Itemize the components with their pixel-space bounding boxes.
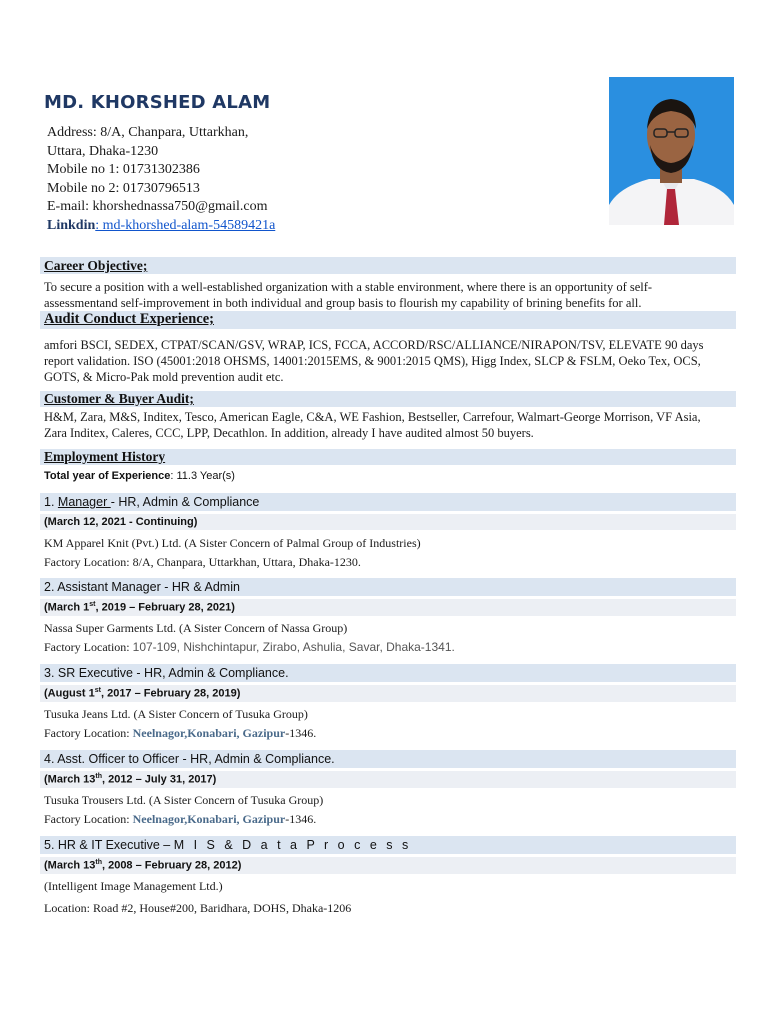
job-1-date: (March 12, 2021 - Continuing) <box>44 516 198 528</box>
job-3-role: SR Executive <box>57 666 137 680</box>
job-2-location-label: Factory Location: <box>44 640 133 654</box>
person-portrait-icon <box>609 77 734 225</box>
job-5-location-value: Road #2, House#200, Baridhara, DOHS, Dhaka-1206 <box>92 901 352 915</box>
career-title: Career Objective; <box>44 258 148 273</box>
job-2-number: 2. <box>44 580 58 594</box>
job-5-number: 5. <box>44 838 58 852</box>
contact-block <box>47 124 275 235</box>
job-2-location-value: 107-109, Nishchintapur, Zirabo, Ashulia, Savar, Dhaka-1341. <box>132 640 455 654</box>
linkedin-label: Linkdin <box>47 217 96 233</box>
job-1-number: 1. <box>44 495 58 509</box>
job-2-date-sup: st <box>89 601 96 608</box>
job-2-title <box>44 580 240 594</box>
job-2-role: Assistant Manager <box>57 580 165 594</box>
career-text: To secure a position with a well-established organization with a stable environment, where there is an opportunity of self-assessmentand self-improvement in both individual and group basis to flourish my capability of brining benefits for all. <box>44 280 653 310</box>
address-line-2: Uttara, Dhaka-1230 <box>47 143 159 159</box>
job-4-number: 4. <box>44 752 58 766</box>
linkedin-row <box>47 217 275 236</box>
job-4-role: Asst. Officer to Officer <box>57 752 183 766</box>
job-4-title <box>44 752 335 766</box>
job-3-date-start: (August 1 <box>44 687 95 700</box>
candidate-name: MD. KHORSHED ALAM <box>44 92 271 113</box>
job-4-location-tail: -1346. <box>285 812 317 826</box>
buyer-title: Customer & Buyer Audit; <box>44 391 194 406</box>
profile-photo <box>609 77 734 225</box>
job-3-date-end: , 2017 – February 28, 2019) <box>100 687 241 700</box>
job-2-dept: - HR & Admin <box>164 580 240 594</box>
job-3-date <box>44 687 240 700</box>
job-3-location <box>44 726 316 741</box>
job-1-location <box>44 555 361 570</box>
job-4-dept: - HR, Admin & Compliance. <box>182 752 335 766</box>
job-3-dept: - HR, Admin & Compliance. <box>136 666 289 680</box>
job-4-location-label: Factory Location: <box>44 812 133 826</box>
job-5-location-label: Location: <box>44 901 93 915</box>
job-3-title <box>44 666 289 680</box>
job-1-title <box>44 495 259 509</box>
job-1-dept: - HR, Admin & Compliance <box>110 495 260 509</box>
job-3-location-value: Neelnagor,Konabari, Gazipur <box>132 726 286 740</box>
job-1-location-label: Factory Location: <box>44 555 133 569</box>
job-2-date <box>44 601 235 614</box>
job-3-location-tail: -1346. <box>285 726 317 740</box>
total-experience-value: : 11.3 Year(s) <box>170 470 235 482</box>
job-2-date-end: , 2019 – February 28, 2021) <box>95 601 235 614</box>
email: E-mail: khorshednassa750@gmail.com <box>47 199 268 214</box>
job-3-number: 3. <box>44 666 58 680</box>
job-1-company: KM Apparel Knit (Pvt.) Ltd. (A Sister Concern of Palmal Group of Industries) <box>44 536 421 550</box>
employment-title: Employment History <box>44 449 166 464</box>
address-line-1: Address: 8/A, Chanpara, Uttarkhan, <box>47 125 249 140</box>
job-5-company: (Intelligent Image Management Ltd.) <box>44 879 223 893</box>
total-experience-label: Total year of Experience <box>44 470 171 482</box>
job-2-location <box>44 640 455 655</box>
job-5-date <box>44 859 241 872</box>
job-5-date-sup: th <box>95 859 102 866</box>
job-4-location-value: Neelnagor,Konabari, Gazipur <box>132 812 286 826</box>
job-4-date-sup: th <box>95 773 102 780</box>
job-3-date-sup: st <box>94 687 101 694</box>
job-4-date-start: (March 13 <box>44 773 96 786</box>
job-5-dept: M I S & D a t a P r o c e s s <box>173 838 412 852</box>
buyer-text: H&M, Zara, M&S, Inditex, Tesco, American Eagle, C&A, WE Fashion, Bestseller, Carrefour, Walmart-George Morrison, VF Asia, Zara Inditex, Caleres, CCC, LPP, Decathlon. In addition, already I have audited almost 50 buyers. <box>44 410 701 440</box>
job-4-date <box>44 773 216 786</box>
job-4-company: Tusuka Trousers Ltd. (A Sister Concern of Tusuka Group) <box>44 793 324 807</box>
job-3-company: Tusuka Jeans Ltd. (A Sister Concern of Tusuka Group) <box>44 707 308 721</box>
audit-text: amfori BSCI, SEDEX, CTPAT/SCAN/GSV, WRAP, ICS, FCCA, ACCORD/RSC/ALLIANCE/NIRAPON/TSV, ELEVATE 90 days report validation. ISO (45001:2018 OHSMS, 14001:2015EMS, & 9001:2015 QMS), Higg Index, SLCP & FSLM, Oeko Tex, OCS, GOTS, & Micro-Pak mold prevention audit etc. <box>44 338 704 384</box>
total-experience <box>44 470 235 482</box>
job-4-location <box>44 812 316 827</box>
audit-title: Audit Conduct Experience; <box>44 311 214 327</box>
job-1-location-value: 8/A, Chanpara, Uttarkhan, Uttara, Dhaka-1230. <box>132 555 361 569</box>
job-1-role: Manager <box>57 495 111 509</box>
mobile-2: Mobile no 2: 01730796513 <box>47 180 200 196</box>
mobile-1: Mobile no 1: 01731302386 <box>47 162 200 177</box>
job-2-company: Nassa Super Garments Ltd. (A Sister Concern of Nassa Group) <box>44 621 348 635</box>
job-3-location-label: Factory Location: <box>44 726 133 740</box>
job-4-date-end: , 2012 – July 31, 2017) <box>101 773 217 786</box>
job-5-date-start: (March 13 <box>44 859 96 872</box>
job-5-title <box>44 838 411 852</box>
linkedin-link[interactable]: : md-khorshed-alam-54589421a <box>95 217 276 233</box>
job-5-role: HR & IT Executive – <box>57 838 174 852</box>
job-2-date-start: (March 1 <box>44 601 90 614</box>
job-5-location <box>44 901 351 916</box>
job-5-date-end: , 2008 – February 28, 2012) <box>101 859 242 872</box>
